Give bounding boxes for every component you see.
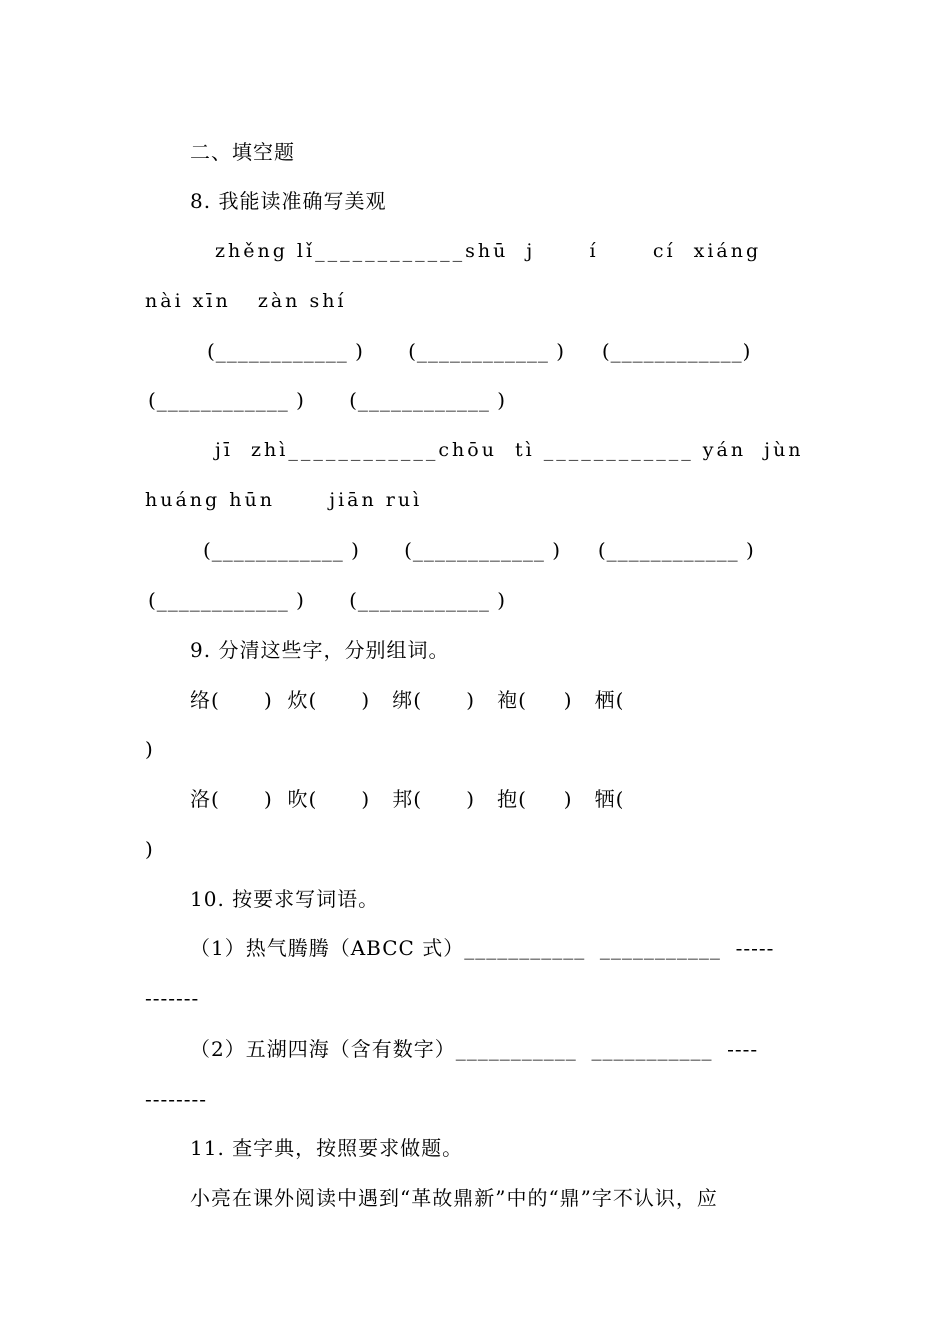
q10-title: 10. 按要求写词语。 [190,887,380,911]
q8-title: 8. 我能读准确写美观 [190,189,387,213]
q8-answer-blanks-2a[interactable]: (____________ ) (____________ ) (____________ ) [203,538,755,562]
q10-item1-end: ------- [145,986,200,1010]
q11-title: 11. 查字典，按照要求做题。 [190,1136,464,1160]
q8-answer-blanks-1a[interactable]: (____________ ) (____________ ) (____________) [207,339,752,363]
q9-row2[interactable]: 洛( ) 吹( ) 邦( ) 抱( ) 牺( [190,787,625,811]
q9-row1[interactable]: 络( ) 炊( ) 绑( ) 袍( ) 栖( [190,688,625,712]
q8-answer-blanks-1b[interactable]: (____________ ) (____________ ) [148,388,507,412]
q8-pinyin-row2b: huáng hūn jiān ruì [145,489,423,511]
q10-item2[interactable]: （2）五湖四海（含有数字）___________ ___________ ---- [190,1037,759,1061]
q10-item1[interactable]: （1）热气腾腾（ABCC 式）___________ ___________ ----- [190,936,775,960]
q9-row2-end: ) [145,837,154,861]
q8-pinyin-row1b: nài xīn zàn shí [145,290,347,312]
q8-pinyin-row2a: jī zhì____________chōu tì ____________ yán jùn [215,439,804,461]
q11-text: 小亮在课外阅读中遇到“革故鼎新”中的“鼎”字不认识，应 [190,1186,718,1210]
q8-answer-blanks-2b[interactable]: (____________ ) (____________ ) [148,588,507,612]
section-title: 二、填空题 [190,140,295,164]
q9-row1-end: ) [145,737,154,761]
q10-item2-end: -------- [145,1087,208,1111]
q8-pinyin-row1a: zhěng lǐ____________shū j í cí xiáng [215,240,762,262]
q9-title: 9. 分清这些字，分别组词。 [190,638,450,662]
